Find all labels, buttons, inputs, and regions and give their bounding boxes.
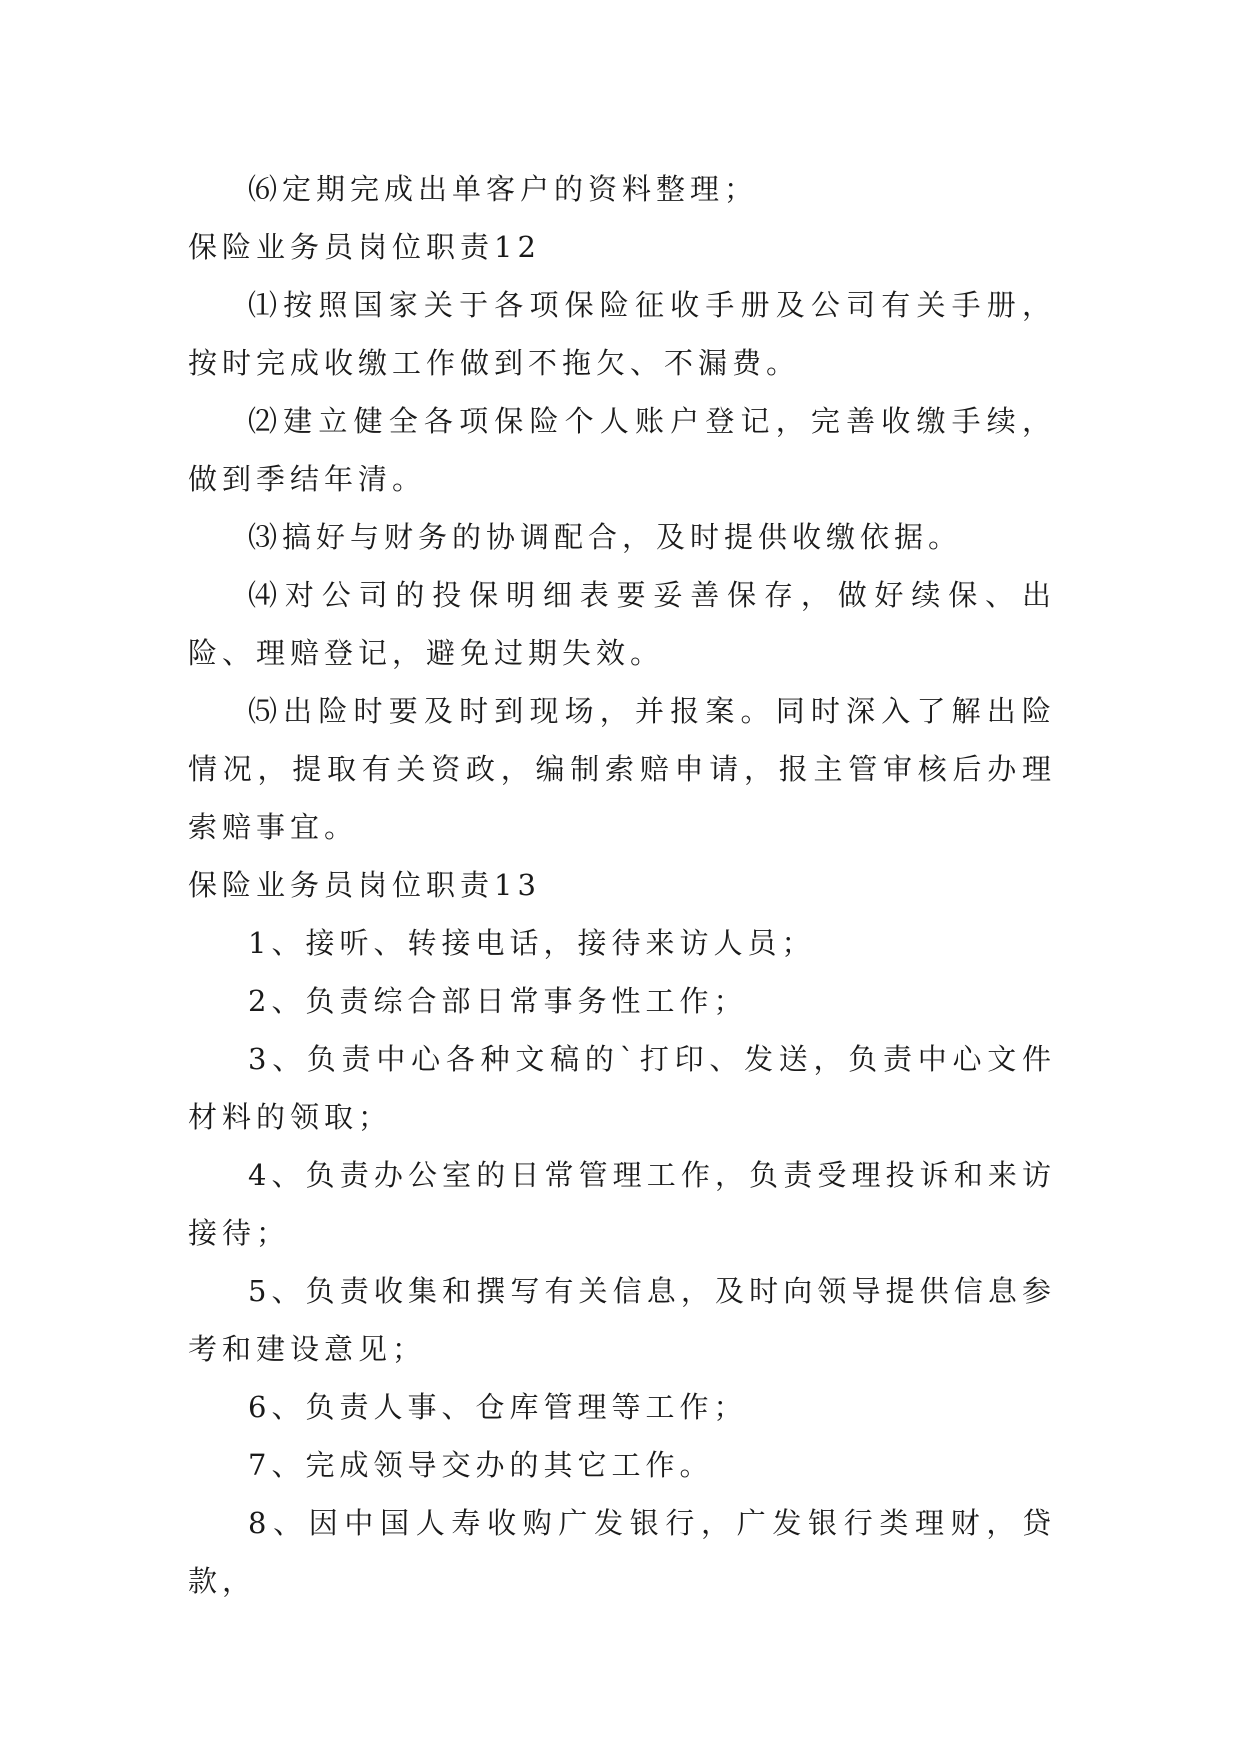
- list-item-5: 5、负责收集和撰写有关信息，及时向领导提供信息参考和建设意见；: [188, 1274, 1056, 1366]
- list-item-7: 7、完成领导交办的其它工作。: [248, 1448, 714, 1482]
- document-body: [188, 160, 1056, 1610]
- section-heading-13: 保险业务员岗位职责13: [188, 868, 541, 902]
- paragraph-item-1: ⑴按照国家关于各项保险征收手册及公司有关手册，按时完成收缴工作做到不拖欠、不漏费。: [188, 288, 1056, 380]
- list-item-2: 2、负责综合部日常事务性工作；: [248, 984, 748, 1018]
- paragraph-item-6: ⑹定期完成出单客户的资料整理；: [248, 172, 759, 206]
- list-item-1: 1、接听、转接电话，接待来访人员；: [248, 926, 816, 960]
- section-heading-12: 保险业务员岗位职责12: [188, 230, 541, 264]
- list-item-6: 6、负责人事、仓库管理等工作；: [248, 1390, 748, 1424]
- paragraph-item-5: ⑸出险时要及时到现场，并报案。同时深入了解出险情况，提取有关资政，编制索赔申请，报主管审核后办理索赔事宜。: [188, 694, 1056, 844]
- list-item-8: 8、因中国人寿收购广发银行，广发银行类理财，贷款，: [188, 1506, 1056, 1598]
- paragraph-item-3: ⑶搞好与财务的协调配合，及时提供收缴依据。: [248, 520, 963, 554]
- list-item-4: 4、负责办公室的日常管理工作，负责受理投诉和来访接待；: [188, 1158, 1056, 1250]
- list-item-3: 3、负责中心各种文稿的`打印、发送，负责中心文件材料的领取；: [188, 1042, 1056, 1134]
- paragraph-item-4: ⑷对公司的投保明细表要妥善保存，做好续保、出险、理赔登记，避免过期失效。: [188, 578, 1056, 670]
- paragraph-item-2: ⑵建立健全各项保险个人账户登记，完善收缴手续，做到季结年清。: [188, 404, 1056, 496]
